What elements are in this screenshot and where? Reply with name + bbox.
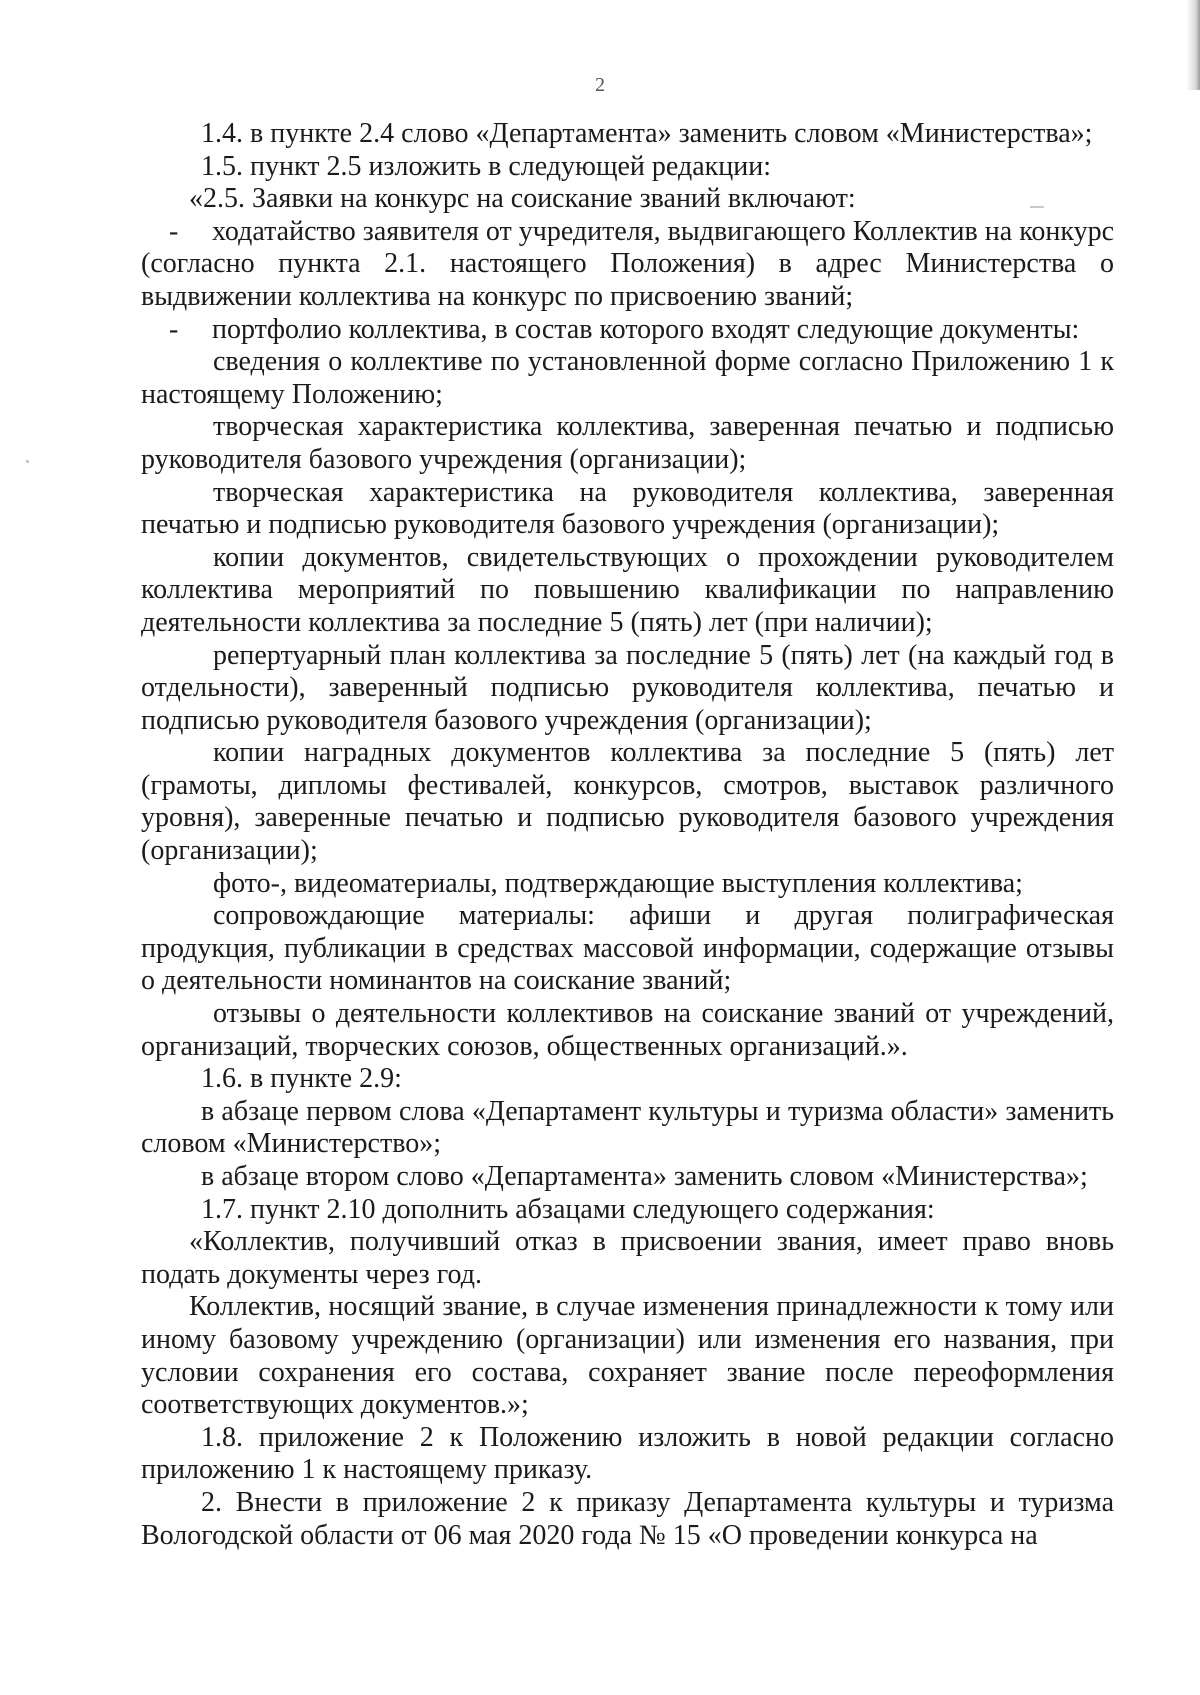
paragraph-2-5-intro: «2.5. Заявки на конкурс на соискание званий включают:	[189, 183, 856, 215]
portfolio-item-award-copies: копии наградных документов коллектива за последние 5 (пять) лет (грамоты, дипломы фестивалей, конкурсов, смотров, выставок различного уровня), заверенные печатью и подписью руководителя базового учреждения (организации);	[141, 737, 1114, 867]
portfolio-item-qualification-docs: копии документов, свидетельствующих о прохождении руководителем коллектива мероприятий по повышению квалификации по направлению деятельности коллектива за последние 5 (пять) лет (при наличии);	[141, 541, 1114, 638]
scan-artifact	[26, 460, 29, 463]
paragraph-1-4: 1.4. в пункте 2.4 слово «Департамента» заменить словом «Министерства»;	[201, 118, 1093, 149]
portfolio-item-info: сведения о коллективе по установленной форме согласно Приложению 1 к настоящему Положению;	[141, 346, 1114, 410]
list-dash-marker: -	[169, 215, 179, 247]
paragraph-1-7: 1.7. пункт 2.10 дополнить абзацами следующего содержания:	[201, 1193, 935, 1225]
portfolio-item-accompanying-materials: сопровождающие материалы: афиши и другая полиграфическая продукция, публикации в средствах массовой информации, содержащие отзывы о деятельности номинантов на соискание званий;	[141, 900, 1114, 997]
paragraph-1-7-quote-1: «Коллектив, получивший отказ в присвоении звания, имеет право вновь подать документы через год.	[141, 1226, 1114, 1290]
portfolio-item-media: фото-, видеоматериалы, подтверждающие выступления коллектива;	[213, 867, 1023, 899]
list-item-text: портфолио коллектива, в состав которого входят следующие документы:	[212, 313, 1080, 345]
portfolio-item-reviews: отзывы о деятельности коллективов на соискание званий от учреждений, организаций, творческих союзов, общественных организаций.».	[141, 998, 1114, 1062]
paragraph-1-8: 1.8. приложение 2 к Положению изложить в новой редакции согласно приложению 1 к настоящему приказу.	[141, 1421, 1114, 1486]
page-number: 2	[595, 74, 605, 96]
list-item-portfolio	[141, 314, 1114, 347]
paragraph-1-7-quote-2: Коллектив, носящий звание, в случае изменения принадлежности к тому или иному базовому учреждению (организации) или изменения его названия, при условии сохранения его состава, сохраняет звание после переоформления соответствующих документов.»;	[141, 1291, 1114, 1421]
list-item-petition	[141, 216, 1114, 314]
paragraph-2: 2. Внести в приложение 2 к приказу Департамента культуры и туризма Вологодской области от 06 мая 2020 года № 15 «О проведении конкурса на	[141, 1486, 1114, 1551]
paragraph-1-6-second: в абзаце втором слово «Департамента» заменить словом «Министерства»;	[201, 1161, 1088, 1192]
portfolio-item-leader-characteristic: творческая характеристика на руководителя коллектива, заверенная печатью и подписью руководителя базового учреждения (организации);	[141, 476, 1114, 541]
portfolio-item-collective-characteristic: творческая характеристика коллектива, заверенная печатью и подписью руководителя базового учреждения (организации);	[141, 411, 1114, 475]
portfolio-item-repertoire-plan: репертуарный план коллектива за последние 5 (пять) лет (на каждый год в отдельности), заверенный подписью руководителя коллектива, печатью и подписью руководителя базового учреждения (организации);	[141, 639, 1114, 736]
paragraph-1-6: 1.6. в пункте 2.9:	[201, 1063, 402, 1095]
paragraph-1-5: 1.5. пункт 2.5 изложить в следующей редакции:	[201, 150, 771, 182]
list-item-text: ходатайство заявителя от учредителя, выдвигающего Коллектив на конкурс (согласно пункта 2.1. настоящего Положения) в адрес Министерства о выдвижении коллектива на конкурс по присвоению званий;	[141, 215, 1114, 312]
list-dash-marker: -	[169, 313, 179, 345]
document-body	[141, 118, 1114, 1552]
paragraph-1-6-first: в абзаце первом слова «Департамент культуры и туризма области» заменить словом «Министерство»;	[141, 1095, 1114, 1160]
